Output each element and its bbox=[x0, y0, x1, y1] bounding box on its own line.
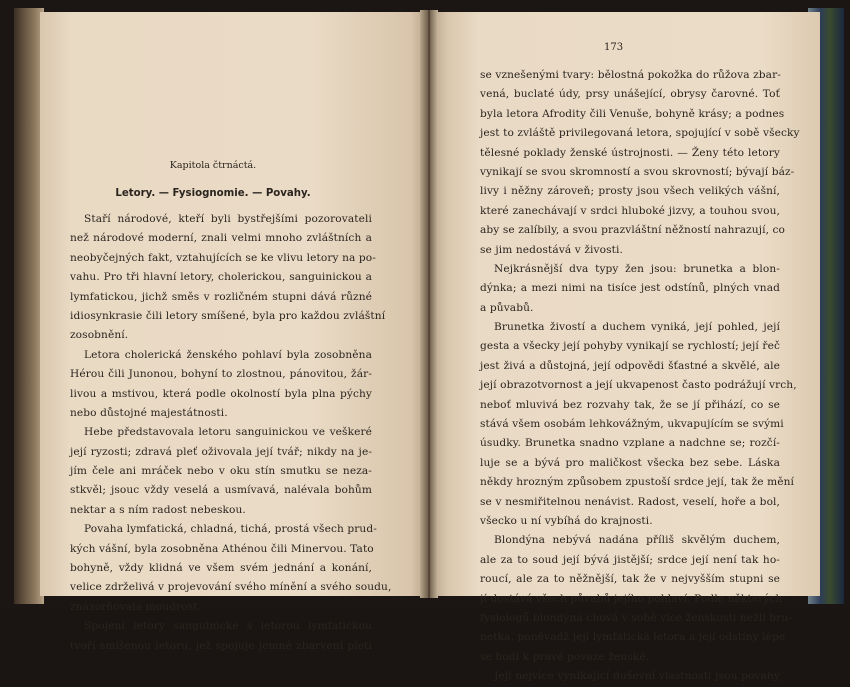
text-line: nektar a s ním radost nebeskou. bbox=[70, 503, 246, 516]
text-line: Brunetka živostí a duchem vyniká, její pohled, její bbox=[494, 321, 780, 334]
text-line: luje se a bývá pro maličkost všecka bez sebe. Láska bbox=[480, 456, 780, 469]
text-line: gesta a všecky její pohyby vynikají se rychlostí; její řeč bbox=[480, 340, 780, 353]
text-line: roucí, ale za to něžnější, tak že v nejvyšším stupni se bbox=[480, 573, 780, 586]
text-line: kých vášní, byla zosobněna Athénou čili Minervou. Tato bbox=[70, 542, 374, 555]
text-line: jím čele ani mráček nebo v oku stín smutku se neza- bbox=[70, 465, 372, 478]
text-line: Nejkrásnější dva typy žen jsou: brunetka a blon- bbox=[494, 262, 780, 275]
right-page bbox=[432, 12, 820, 683]
text-line: bohyně, vždy klidná ve všem svém jednání a konání, bbox=[70, 562, 372, 575]
text-line: Povaha lymfatická, chladná, tichá, prostá všech prud- bbox=[84, 523, 377, 536]
text-line: se vznešenými tvary: bělostná pokožka do růžova zbar- bbox=[480, 69, 781, 81]
text-line: vahu. Pro tři hlavní letory, cholerickou, sanguinickou a bbox=[70, 271, 372, 284]
book-gutter bbox=[420, 10, 438, 598]
text-line: Letora cholerická ženského pohlaví byla zosobněna bbox=[84, 348, 372, 361]
left-page-body bbox=[70, 210, 392, 656]
text-line: velice zdrželivá v projevování svého mínění a svého soudu, bbox=[70, 581, 392, 594]
text-line: livy i něžny zároveň; prosty jsou všech velikých vášní, bbox=[480, 185, 780, 198]
text-line: dýnka; a mezi nimi na tisíce jest odstínů, plných vnad bbox=[480, 282, 780, 295]
text-line: ale za to soud její bývá jistější; srdce její není tak ho- bbox=[480, 553, 780, 566]
text-line: stkvěl; jsouc vždy veselá a usmívavá, nalévala bohům bbox=[70, 484, 372, 497]
text-line: lymfatickou, jichž směs v rozličném stupni dává různé bbox=[70, 290, 372, 303]
text-line: jest to zvláště privilegovaná letora, spojující v sobě všecky bbox=[480, 127, 800, 140]
text-line: vynikají se svou skromností a svou skrovností; bývají báz- bbox=[480, 165, 795, 178]
text-line: a půvabů. bbox=[480, 301, 534, 314]
text-line: tělesné poklady ženské ústrojnosti. — Ženy této letory bbox=[480, 146, 780, 159]
text-line: idiosynkrasie čili letory smíšené, byla pro každou zvláštní bbox=[70, 309, 386, 322]
text-line: Hebe představovala letoru sanguinickou ve veškeré bbox=[84, 426, 372, 439]
text-line: vená, buclaté údy, prsy unášející, obrysy čarovné. Toť bbox=[480, 88, 780, 101]
text-line: jest živá a důstojná, její odpovědi šťastné a skvělé, ale bbox=[480, 359, 780, 372]
text-line: neobyčejných fakt, vztahujících se ke vlivu letory na po- bbox=[70, 251, 376, 264]
text-line: stává všem osobám lehkovážným, ukvapujícím se svými bbox=[480, 418, 784, 431]
text-line: se hodí k pravé povaze ženské. bbox=[480, 650, 650, 663]
text-line: tvoří smíšenou letoru, jež spojuje jemné zbarvení pleti bbox=[70, 639, 372, 652]
text-line: Staří národové, kteří byli bystřejšími pozorovateli bbox=[84, 213, 372, 225]
text-line: fysiologů blondýna chová v sobě více ženskosti nežli bru- bbox=[480, 611, 792, 624]
text-line: netka, poněvadž její lymfatická letora a její odstíny lépe bbox=[480, 631, 786, 644]
text-line: někdy hrozným způsobem zpustoší srdce její, tak že mění bbox=[480, 476, 795, 489]
chapter-title: Letory. — Fysiognomie. — Povahy. bbox=[115, 188, 311, 199]
right-page-body bbox=[480, 66, 800, 687]
text-line: které zanechávají v srdci hluboké jizvy, a touhou svou, bbox=[480, 204, 780, 217]
text-line: úsudky. Brunetka snadno vzplane a nadchne se; rozčí- bbox=[480, 437, 780, 450]
text-line: všecko u ní vybíhá do krajnosti. bbox=[480, 514, 653, 527]
text-line: nebo důstojné majestátnosti. bbox=[70, 406, 228, 419]
text-line: Její nejvíce vynikající duševní vlastnosti jsou povahy bbox=[494, 670, 780, 683]
text-line: livou a mstivou, která podle okolností byla plna pýchy bbox=[70, 387, 372, 400]
left-page bbox=[40, 12, 426, 652]
text-line: zosobnění. bbox=[70, 329, 129, 342]
text-line: se v nesmiřitelnou nenávist. Radost, veselí, hoře a bol, bbox=[480, 495, 780, 508]
text-line: neboť mluvivá bez rozvahy tak, že se jí přihází, co se bbox=[480, 398, 780, 411]
chapter-heading: Kapitola čtrnáctá. bbox=[169, 160, 257, 171]
text-line: se jim nedostává v živosti. bbox=[480, 243, 623, 256]
text-line: Hérou čili Junonou, bohyní to zlostnou, pánovitou, žár- bbox=[70, 368, 372, 381]
text-line: Blondýna nebývá nadána příliš skvělým duchem, bbox=[494, 534, 780, 547]
text-line: její ryzosti; zdravá pleť oživovala její tvář; nikdy na je- bbox=[70, 445, 372, 458]
text-line: aby se zalíbily, a svou prazvláštní něžností nahrazují, co bbox=[480, 224, 786, 237]
text-line: Spojení letory sanguinické s letorou lymfatickou bbox=[84, 620, 372, 633]
text-line: než národové moderní, znali velmi mnoho zvláštních a bbox=[70, 232, 372, 245]
text-line: její obrazotvornost a její ukvapenost často podrážují vrch, bbox=[480, 379, 797, 392]
text-line: byla letora Afrodity čili Venuše, bohyně krásy; a podnes bbox=[480, 107, 785, 120]
page-number: 173 bbox=[604, 42, 624, 53]
text-line: znázorňovala moudrost. bbox=[70, 600, 202, 613]
text-line: jí dostává všech půvabů jejího pohlaví. Podle některých bbox=[480, 592, 783, 605]
